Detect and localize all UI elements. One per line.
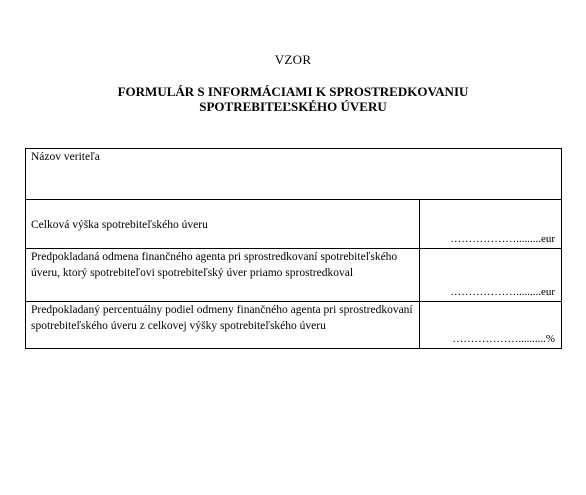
reward-share-field[interactable] — [420, 302, 562, 349]
document-title-line-2: SPOTREBITEĽSKÉHO ÚVERU — [199, 99, 387, 114]
total-amount-label: Celková výška spotrebiteľského úveru — [31, 219, 208, 231]
total-amount-label-cell — [26, 200, 420, 249]
information-form-table — [25, 148, 562, 349]
document-title — [0, 84, 586, 114]
agent-reward-value: ……………….........eur — [450, 286, 555, 298]
creditor-row — [26, 149, 562, 200]
reward-share-label-cell — [26, 302, 420, 349]
document-label: VZOR — [274, 52, 312, 67]
total-amount-field[interactable] — [420, 200, 562, 249]
creditor-name-label: Názov veriteľa — [31, 151, 100, 163]
agent-reward-label-cell — [26, 249, 420, 302]
document-title-line-1: FORMULÁR S INFORMÁCIAMI K SPROSTREDKOVANIU — [117, 84, 469, 99]
agent-reward-label: Predpokladaná odmena finančného agenta pri sprostredkovaní spotrebiteľského úveru, ktorý spotrebiteľovi spotrebiteľský úver priamo sprostredkoval — [31, 251, 398, 279]
agent-reward-field[interactable] — [420, 249, 562, 302]
creditor-name-field[interactable] — [26, 149, 562, 200]
total-amount-row — [26, 200, 562, 249]
reward-share-row — [26, 302, 562, 349]
reward-share-label: Predpokladaný percentuálny podiel odmeny finančného agenta pri sprostredkovaní spotrebiteľského úveru z celkovej výšky spotrebiteľského úveru — [31, 304, 413, 332]
reward-share-value: ………………..........% — [452, 333, 555, 345]
agent-reward-row — [26, 249, 562, 302]
total-amount-value: ……………….........eur — [450, 233, 555, 245]
